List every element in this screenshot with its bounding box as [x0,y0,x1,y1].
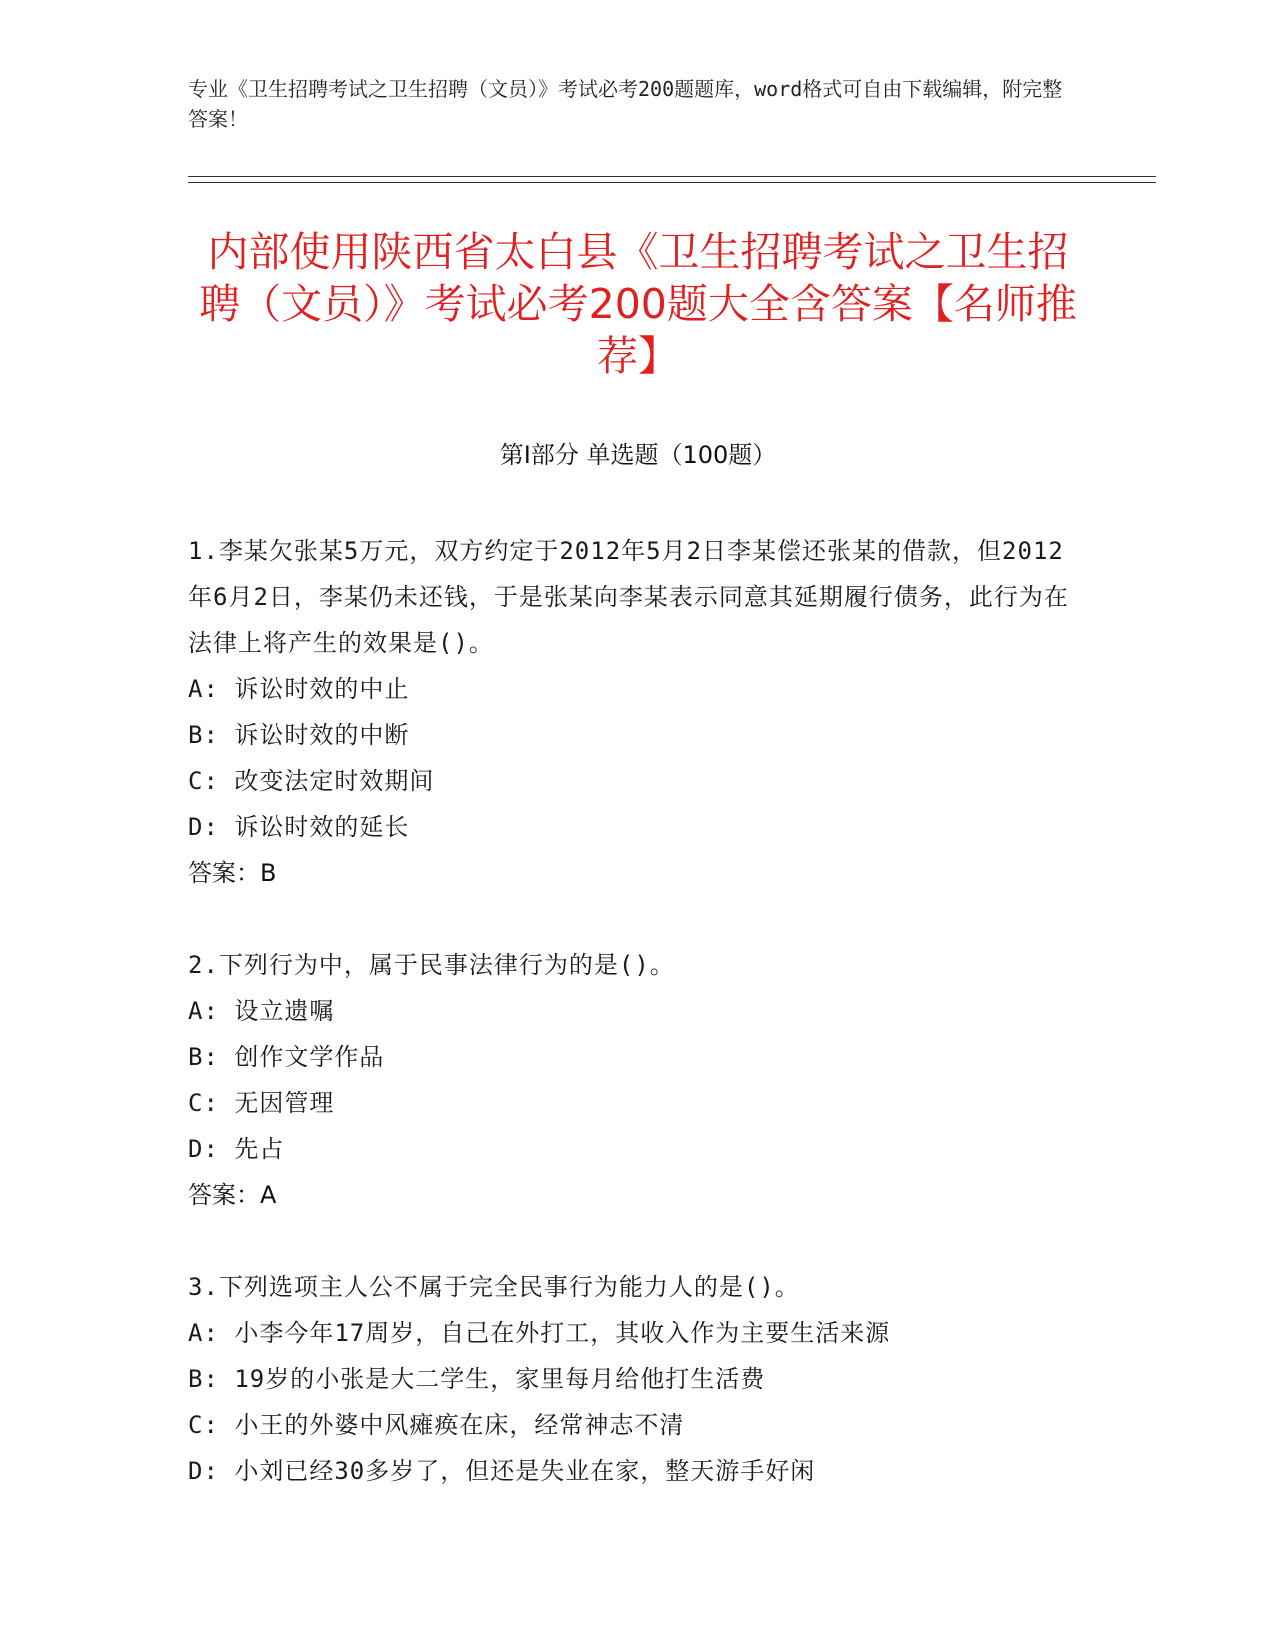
question-stem: 1.李某欠张某5万元，双方约定于2012年5月2日李某偿还张某的借款，但2012年6月2日，李某仍未还钱，于是张某向李某表示同意其延期履行债务，此行为在法律上将产生的效果是()。 [188,537,1069,657]
option-b: B: 创作文学作品 [188,1043,385,1071]
option-b: B: 诉讼时效的中断 [188,721,410,749]
option-d: D: 小刘已经30多岁了，但还是失业在家，整天游手好闲 [188,1457,816,1485]
option-d: D: 先占 [188,1135,285,1163]
option-a: A: 小李今年17周岁，自己在外打工，其收入作为主要生活来源 [188,1319,891,1347]
option-b: B: 19岁的小张是大二学生，家里每月给他打生活费 [188,1365,766,1393]
header-divider-top [188,176,1156,177]
header-divider-bottom [188,182,1156,183]
header-note: 专业《卫生招聘考试之卫生招聘（文员）》考试必考200题题库，word格式可自由下载编辑，附完整答案！ [188,77,1063,131]
question-list [188,528,1088,1540]
option-c: C: 无因管理 [188,1089,335,1117]
option-a: A: 诉讼时效的中止 [188,675,410,703]
option-a: A: 设立遗嘱 [188,997,335,1025]
question-1 [188,528,1088,896]
document-title: 内部使用陕西省太白县《卫生招聘考试之卫生招聘（文员）》考试必考200题大全含答案【名师推荐】 [199,228,1077,380]
option-d: D: 诉讼时效的延长 [188,813,410,841]
question-stem: 3.下列选项主人公不属于完全民事行为能力人的是()。 [188,1273,800,1301]
question-stem: 2.下列行为中，属于民事法律行为的是()。 [188,951,675,979]
option-c: C: 改变法定时效期间 [188,767,435,795]
answer: 答案：B [188,859,277,887]
section-title: 第I部分 单选题（100题） [499,441,777,469]
option-c: C: 小王的外婆中风瘫痪在床，经常神志不清 [188,1411,685,1439]
question-2 [188,942,1088,1218]
question-3 [188,1264,1088,1494]
answer: 答案：A [188,1181,277,1209]
